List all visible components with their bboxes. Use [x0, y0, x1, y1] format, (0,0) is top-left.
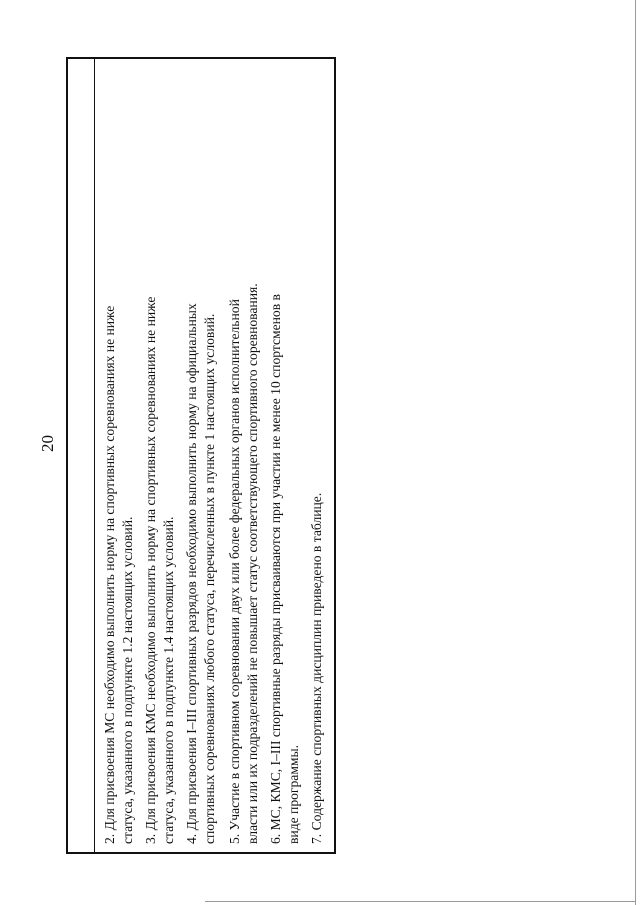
scan-edge-right — [635, 0, 636, 905]
condition-4-line-2: спортивных соревнованиях любого статуса, перечисленных в пункте 1 настоящих условий. — [202, 313, 218, 844]
page-number: 20 — [38, 435, 57, 452]
table-conditions-cell — [95, 59, 334, 852]
condition-3-line-2: статуса, указанного в подпункте 1.4 настоящих условий. — [161, 516, 177, 844]
condition-7-line-1: 7. Содержание спортивных дисциплин приведено в таблице. — [308, 492, 324, 844]
condition-item-4 — [183, 65, 220, 844]
condition-item-7 — [308, 65, 326, 844]
condition-6-line-1: 6. МС, КМС, I–III спортивные разряды присваиваются при участии не менее 10 спортсменов в — [267, 294, 283, 844]
condition-item-6 — [267, 65, 304, 844]
condition-2-line-1: 2. Для присвоения МС необходимо выполнить норму на спортивных соревнованиях не ниже — [101, 305, 117, 844]
conditions-table-rotated — [66, 57, 336, 854]
scan-edge-bottom — [205, 901, 635, 902]
condition-item-2 — [101, 65, 138, 844]
conditions-table — [66, 57, 336, 854]
condition-6-line-2: виде программы. — [286, 744, 302, 844]
condition-item-3 — [142, 65, 179, 844]
condition-2-line-2: статуса, указанного в подпункте 1.2 настоящих условий. — [120, 516, 136, 844]
table-empty-column — [68, 59, 95, 852]
condition-5-line-1: 5. Участие в спортивном соревновании двух или более федеральных органов исполнительной — [226, 299, 242, 844]
condition-5-line-2: власти или их подразделений не повышает статус соответствующего спортивного соревнования. — [245, 283, 261, 844]
condition-item-5 — [226, 65, 263, 844]
condition-4-line-1: 4. Для присвоения I–III спортивных разрядов необходимо выполнить норму на официальных — [183, 303, 199, 844]
condition-3-line-1: 3. Для присвоения КМС необходимо выполнить норму на спортивных соревнованиях не ниже — [142, 296, 158, 844]
